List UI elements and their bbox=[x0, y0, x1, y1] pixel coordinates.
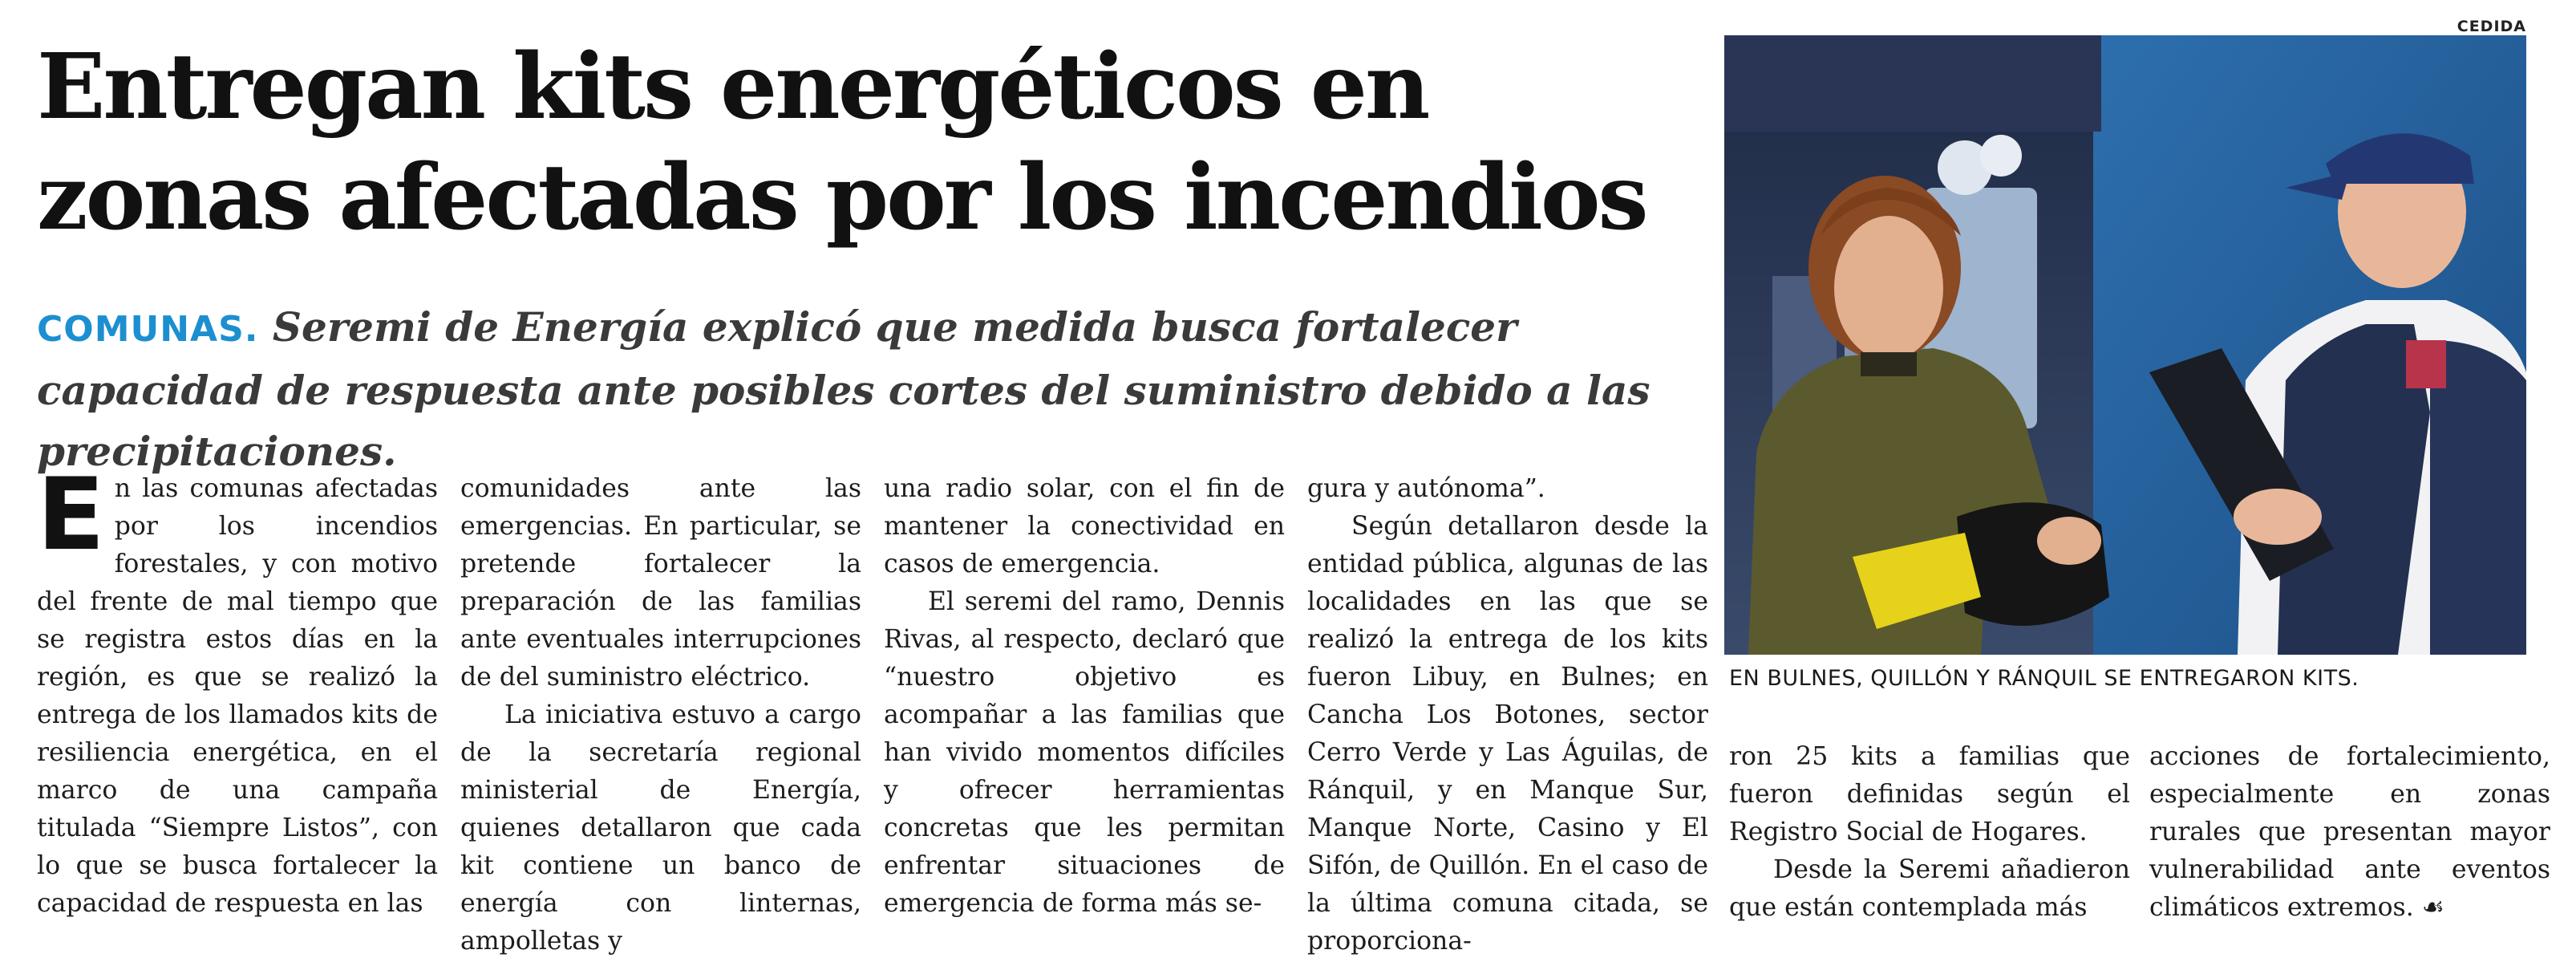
drop-cap: E bbox=[37, 457, 105, 573]
end-mark-icon: ☙ bbox=[2421, 893, 2445, 922]
news-photo bbox=[1724, 35, 2526, 655]
column-4 bbox=[1307, 470, 1708, 960]
column-3 bbox=[884, 470, 1285, 923]
paragraph: comunidades ante las emergencias. En particular, se pretende fortalecer la preparación de las familias ante eventuales interrupciones de del suministro eléctrico. bbox=[460, 474, 861, 692]
photo-illustration bbox=[1724, 35, 2526, 655]
headline: Entregan kits energéticos en zonas afectadas por los incendios bbox=[37, 34, 1646, 250]
paragraph: Desde la Seremi añadieron que están contemplada más bbox=[1729, 855, 2130, 922]
paragraph: una radio solar, con el fin de mantener la conectividad en casos de emergencia. bbox=[884, 474, 1285, 578]
paragraph-text: acciones de fortalecimiento, especialmente en zonas rurales que presentan mayor vulnerabilidad ante eventos climáticos extremos. bbox=[2149, 742, 2550, 922]
paragraph: ron 25 kits a familias que fueron definidas según el Registro Social de Hogares. bbox=[1729, 742, 2130, 846]
paragraph: gura y autónoma”. bbox=[1307, 474, 1545, 503]
deck bbox=[37, 297, 1673, 482]
column-2 bbox=[460, 470, 861, 960]
deck-text: Seremi de Energía explicó que medida busca fortalecer capacidad de respuesta ante posibles cortes del suministro debido a las precipitaciones. bbox=[37, 303, 1651, 475]
photo-caption: EN BULNES, QUILLÓN Y RÁNQUIL SE ENTREGARON KITS. bbox=[1729, 666, 2359, 691]
kicker: COMUNAS. bbox=[37, 309, 259, 350]
paragraph bbox=[37, 457, 438, 923]
paragraph-text: n las comunas afectadas por los incendios forestales, y con motivo del frente de mal tiempo que se registra estos días en la región, es que se realizó la entrega de los llamados kits de resiliencia energética, en el marco de una campaña titulada “Siempre Listos”, con lo que se busca fortalecer la capacidad de respuesta en las bbox=[37, 474, 438, 918]
paragraph: El seremi del ramo, Dennis Rivas, al respecto, declaró que “nuestro objetivo es acompañar a las familias que han vivido momentos difíciles y ofrecer herramientas concretas que les permitan enfrentar situaciones de emergencia de forma más se- bbox=[884, 587, 1285, 918]
column-1 bbox=[37, 457, 438, 923]
column-6 bbox=[2149, 738, 2550, 927]
column-5 bbox=[1729, 738, 2130, 927]
paragraph: La iniciativa estuvo a cargo de la secretaría regional ministerial de Energía, quienes detallaron que cada kit contiene un banco de energía con linternas, ampolletas y bbox=[460, 700, 861, 956]
photo-credit: CEDIDA bbox=[2457, 18, 2526, 35]
paragraph: Según detallaron desde la entidad pública, algunas de las localidades en las que se realizó la entrega de los kits fueron Libuy, en Bulnes; en Cancha Los Botones, sector Cerro Verde y Las Águilas, de Ránquil, y en Manque Sur, Manque Norte, Casino y El Sifón, de Quillón. En el caso de la última comuna citada, se proporciona- bbox=[1307, 512, 1708, 956]
paragraph bbox=[2149, 738, 2550, 927]
